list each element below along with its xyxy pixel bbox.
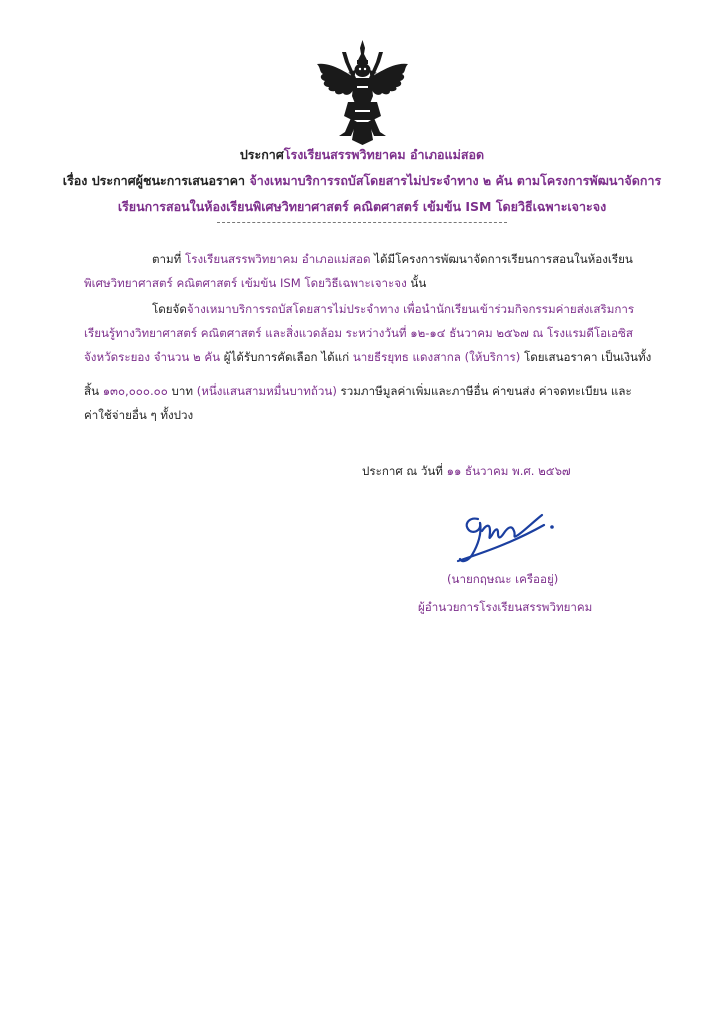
section-divider	[217, 222, 507, 223]
p2-selected-label: ผู้ได้รับการคัดเลือก ได้แก่	[220, 350, 353, 364]
subject-label: เรื่อง ประกาศผู้ชนะการเสนอราคา	[62, 173, 246, 188]
p1-project-name: พิเศษวิทยาศาสตร์ คณิตศาสตร์ เข้มข้น ISM โดยวิธีเฉพาะเจาะจง	[84, 276, 407, 290]
title-prefix: ประกาศ	[239, 147, 284, 162]
paragraph-1-line-2	[84, 274, 426, 292]
p2-service-desc: จ้างเหมาบริการรถบัสโดยสารไม่ประจำทาง เพื่อนำนักเรียนเข้าร่วมกิจกรรมค่ายส่งเสริมการ	[186, 302, 635, 316]
signatory-name: (นายกฤษณะ เครืออยู่)	[447, 572, 559, 586]
p2-location: จังหวัดระยอง จำนวน ๒ คัน	[84, 350, 221, 364]
garuda-emblem-icon	[315, 40, 410, 145]
p2-amount-words: (หนึ่งแสนสามหมื่นบาทถ้วน)	[196, 384, 337, 398]
announcement-date	[362, 462, 571, 480]
p2-currency: บาท	[167, 384, 197, 398]
p1-text-end: นั้น	[406, 276, 427, 290]
subject-text-1: จ้างเหมาบริการรถบัสโดยสารไม่ประจำทาง ๒ คัน ตามโครงการพัฒนาจัดการ	[249, 173, 662, 188]
p2-tax-note: รวมภาษีมูลค่าเพิ่มและภาษีอื่น ค่าขนส่ง ค่าจดทะเบียน และ	[336, 384, 632, 398]
p1-text-c: ได้มีโครงการพัฒนาจัดการเรียนการสอนในห้องเรียน	[370, 252, 633, 266]
p1-text-a: ตามที่	[152, 252, 186, 266]
title-school: โรงเรียนสรรพวิทยาคม อำเภอแม่สอด	[283, 147, 485, 162]
p2-text-a: โดยจัด	[152, 302, 187, 316]
announcement-title	[0, 146, 724, 164]
date-prefix: ประกาศ ณ วันที่	[362, 464, 447, 478]
signatory-title: ผู้อำนวยการโรงเรียนสรรพวิทยาคม	[418, 600, 593, 614]
p2-amount: ๑๓๐,๐๐๐.๐๐	[102, 384, 168, 398]
subject-line-2: เรียนการสอนในห้องเรียนพิเศษวิทยาศาสตร์ คณิตศาสตร์ เข้มข้น ISM โดยวิธีเฉพาะเจาะจง	[117, 199, 607, 214]
subject-line-1	[0, 172, 724, 190]
p1-school-name: โรงเรียนสรรพวิทยาคม อำเภอแม่สอด	[185, 252, 371, 266]
paragraph-2-line-5: ค่าใช้จ่ายอื่น ๆ ทั้งปวง	[84, 408, 194, 422]
paragraph-2-line-4	[84, 382, 632, 400]
p2-total-prefix: สิ้น	[84, 384, 103, 398]
paragraph-2-line-2: เรียนรู้ทางวิทยาศาสตร์ คณิตศาสตร์ และสิ่งแวดล้อม ระหว่างวันที่ ๑๒-๑๔ ธันวาคม ๒๕๖๗ ณ โรงแรมดีโอเอซิส	[84, 326, 633, 340]
p2-vendor-name: นายธีรยุทธ แดงสากล (ให้บริการ)	[352, 350, 521, 364]
paragraph-2-line-1	[152, 300, 634, 318]
p2-price-label: โดยเสนอราคา เป็นเงินทั้ง	[520, 350, 652, 364]
paragraph-1-line-1	[152, 250, 633, 268]
date-value: ๑๑ ธันวาคม พ.ศ. ๒๕๖๗	[446, 464, 571, 478]
paragraph-2-line-3	[84, 348, 651, 366]
handwritten-signature-icon	[452, 505, 562, 575]
